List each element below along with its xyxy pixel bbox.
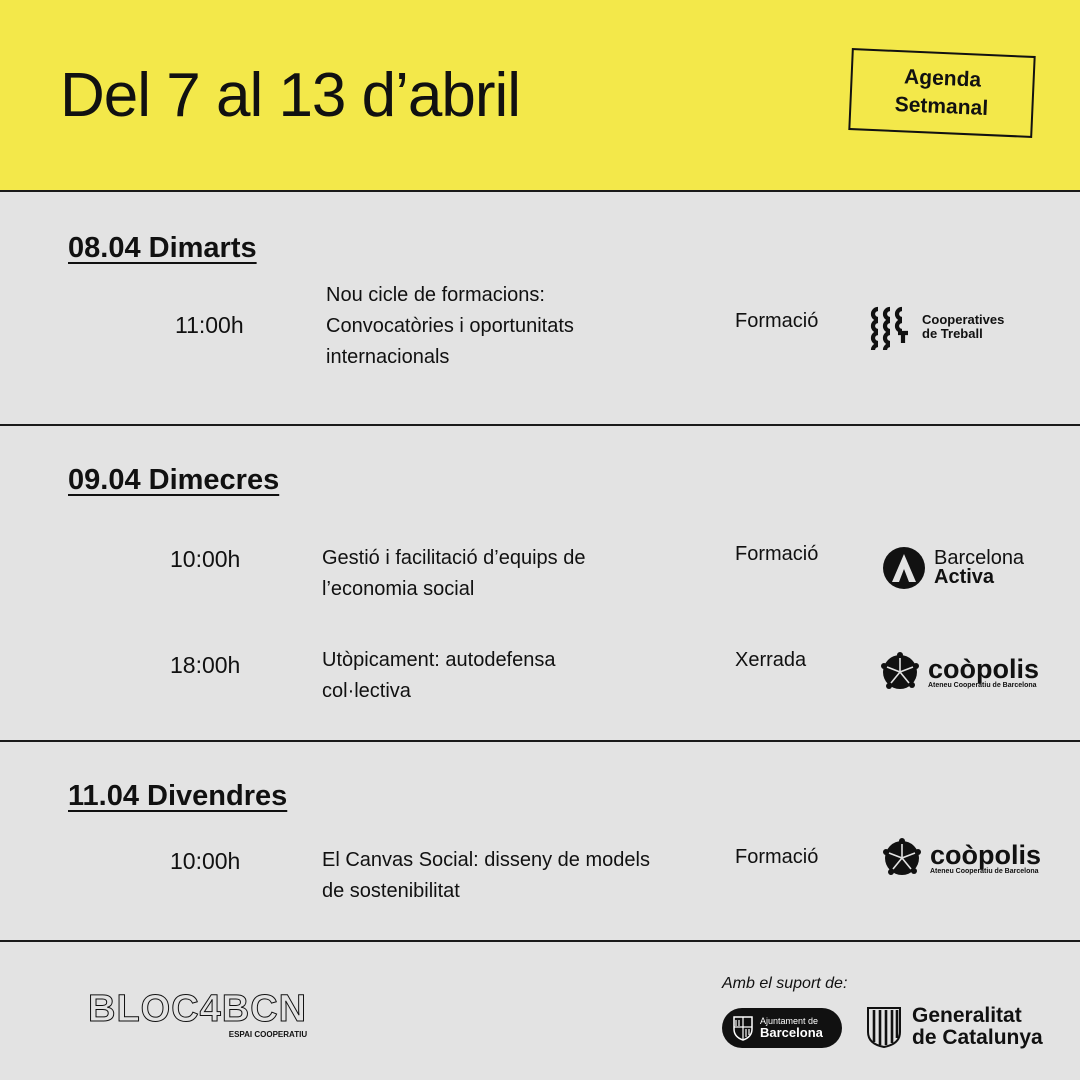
description-line: Nou cicle de formacions: bbox=[326, 284, 545, 306]
day-section-dimarts bbox=[0, 190, 1080, 426]
description-line: Utòpicament: autodefensa bbox=[322, 649, 556, 671]
generalitat-line: Generalitat bbox=[912, 1004, 1022, 1027]
badge-line-1: Agenda bbox=[903, 65, 982, 92]
generalitat-logo bbox=[866, 1005, 1043, 1049]
event-time: 11:00h bbox=[175, 312, 244, 338]
organizer-logo bbox=[868, 304, 1004, 350]
description-line: Gestió i facilitació d’equips de bbox=[322, 547, 586, 569]
day-heading: 08.04 Dimarts bbox=[68, 232, 257, 264]
brand-name: BLOC4BCN bbox=[88, 988, 308, 1030]
header-banner bbox=[0, 0, 1080, 192]
barcelona-shield-icon bbox=[732, 1015, 754, 1041]
generalitat-line: de Catalunya bbox=[912, 1026, 1043, 1049]
ajuntament-barcelona-logo bbox=[722, 1008, 842, 1048]
agenda-badge bbox=[848, 48, 1035, 138]
ajuntament-line: Barcelona bbox=[760, 1025, 823, 1040]
support-label: Amb el suport de: bbox=[722, 975, 848, 992]
generalitat-emblem-icon bbox=[866, 1006, 902, 1048]
event-type: Formació bbox=[735, 310, 819, 332]
coopolis-icon bbox=[882, 838, 922, 878]
cooperatives-de-treball-icon bbox=[868, 304, 914, 350]
event-type: Formació bbox=[735, 543, 819, 565]
badge-line-2: Setmanal bbox=[894, 92, 989, 121]
event-type: Xerrada bbox=[735, 649, 807, 671]
coopolis-icon bbox=[880, 652, 920, 692]
organizer-logo bbox=[880, 652, 1039, 692]
barcelona-activa-icon bbox=[882, 546, 926, 590]
organizer-name-line: Activa bbox=[934, 566, 995, 588]
brand-subtitle: ESPAI COOPERATIU bbox=[228, 1030, 308, 1039]
event-time: 18:00h bbox=[170, 652, 241, 678]
event-time: 10:00h bbox=[170, 848, 241, 874]
organizer-name-line: de Treball bbox=[922, 326, 983, 341]
ajuntament-line: Ajuntament de bbox=[760, 1016, 819, 1026]
organizer-name-line: Barcelona bbox=[934, 547, 1025, 569]
description-line: internacionals bbox=[326, 346, 450, 368]
event-type: Formació bbox=[735, 846, 819, 868]
description-line: col·lectiva bbox=[322, 680, 411, 702]
event-description bbox=[322, 845, 722, 907]
page-title: Del 7 al 13 d’abril bbox=[60, 61, 521, 130]
description-line: Convocatòries i oportunitats bbox=[326, 315, 574, 337]
event-time: 10:00h bbox=[170, 546, 241, 572]
organizer-subtitle: Ateneu Cooperatiu de Barcelona bbox=[930, 867, 1039, 875]
description-line: de sostenibilitat bbox=[322, 880, 460, 902]
event-description bbox=[322, 645, 702, 707]
event-description bbox=[322, 543, 702, 605]
organizer-name-line: Cooperatives bbox=[922, 312, 1005, 327]
organizer-logo bbox=[882, 546, 1024, 590]
organizer-name: coòpolis bbox=[928, 653, 1040, 684]
organizer-subtitle: Ateneu Cooperatiu de Barcelona bbox=[928, 681, 1037, 689]
description-line: l’economia social bbox=[322, 578, 475, 600]
day-heading: 11.04 Divendres bbox=[68, 780, 288, 812]
event-description bbox=[326, 280, 706, 373]
description-line: El Canvas Social: disseny de models bbox=[322, 849, 650, 871]
day-heading: 09.04 Dimecres bbox=[68, 464, 280, 496]
bloc4bcn-logo bbox=[88, 990, 307, 1039]
organizer-logo bbox=[882, 838, 1041, 878]
organizer-name: coòpolis bbox=[930, 839, 1042, 870]
day-section-dimecres bbox=[0, 426, 1080, 742]
day-section-divendres bbox=[0, 742, 1080, 942]
